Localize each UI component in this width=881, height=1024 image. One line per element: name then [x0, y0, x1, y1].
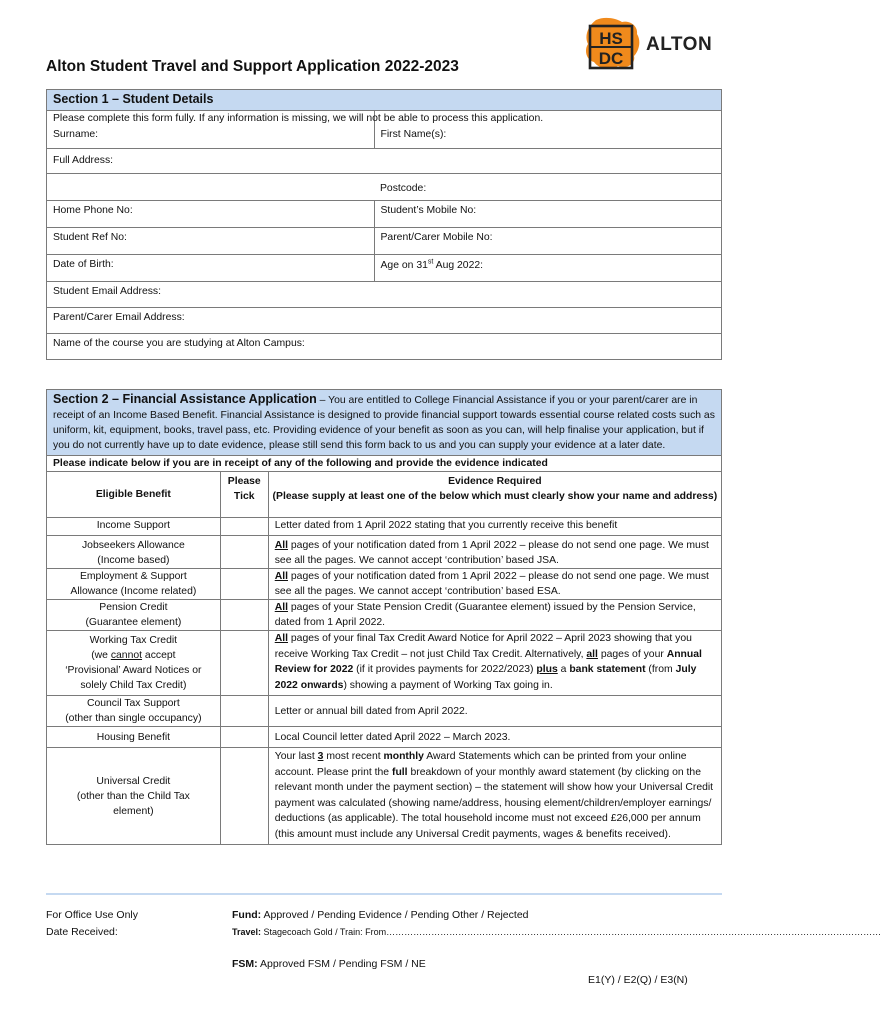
benefit-universal-credit: Universal Credit (other than the Child Tax element) [47, 748, 221, 845]
evidence-universal-credit: Your last 3 most recent monthly Award Statements which can be printed from your online account. Please print the full breakdown of your monthly award statement (by clicking on the relevant month under the payment section) – the statement will show how your Universal Credit payment was calculated (showing name/address, housing element/children/employer earnings/ deductions (as applicable). The total household income must not exceed £26,000 per annum (this amount must include any Universal Credit payments, wages & benefits received). [268, 748, 721, 845]
col-eligible-benefit: Eligible Benefit [47, 472, 221, 518]
logo-hs: HS [599, 29, 623, 48]
evidence-working-tax-credit: All pages of your final Tax Credit Award Notice for April 2022 – April 2023 showing that you receive Working Tax Credit – not just Child Tax Credit. Alternatively, all pages of your Annual Review for 2022 (if it provides payments for 2022/2023) plus a bank statement (from July 2022 onwards) showing a payment of Working Tax going in. [268, 631, 721, 696]
benefit-income-support: Income Support [47, 518, 221, 536]
table-row [47, 600, 722, 631]
surname-label: Surname: [53, 129, 99, 140]
section2-heading: Section 2 – Financial Assistance Application – You are entitled to College Financial Assistance if you or your parent/carer are in receipt of an Income Based Benefit. Financial Assistance is designed to provide financial support towards essential course related costs such as uniform, kit, equipment, books, travel pass, etc. Providing evidence of your benefit as soon as you can, will help finalise your application, but if you do not currently have up to date evidence, please still send this form back to us and you can supply your evidence at a later date. [47, 390, 722, 456]
student-ref-label: Student Ref No: [53, 232, 127, 243]
postcode-field[interactable] [374, 174, 722, 201]
tick-universal-credit[interactable] [220, 748, 268, 845]
full-address-field[interactable] [47, 149, 722, 174]
evidence-jsa: All pages of your notification dated from 1 April 2022 – please do not send one page. We must see all the pages. We cannot accept ‘contribution’ based JSA. [268, 536, 721, 569]
student-mobile-field[interactable] [374, 201, 722, 228]
evidence-esa: All pages of your notification dated from 1 April 2022 – please do not send one page. We must see all the pages. We cannot accept ‘contribution’ based ESA. [268, 569, 721, 600]
office-use-label: For Office Use Only [46, 909, 138, 921]
evidence-housing: Local Council letter dated April 2022 – March 2023. [268, 727, 721, 748]
course-label: Name of the course you are studying at Alton Campus: [53, 338, 305, 349]
table-row [47, 631, 722, 696]
benefit-housing: Housing Benefit [47, 727, 221, 748]
parent-email-label: Parent/Carer Email Address: [53, 312, 185, 323]
page-title: Alton Student Travel and Support Application 2022-2023 [46, 58, 459, 75]
student-email-field[interactable] [47, 282, 722, 308]
age-field[interactable] [374, 255, 722, 282]
benefit-pension-credit: Pension Credit (Guarantee element) [47, 600, 221, 631]
home-phone-field[interactable] [47, 201, 375, 228]
evidence-pension-credit: All pages of your State Pension Credit (Guarantee element) issued by the Pension Service, dated from 1 April 2022. [268, 600, 721, 631]
tick-working-tax-credit[interactable] [220, 631, 268, 696]
postcode-label: Postcode: [380, 183, 427, 194]
parent-mobile-field[interactable] [374, 228, 722, 255]
tick-housing[interactable] [220, 727, 268, 748]
benefit-working-tax-credit: Working Tax Credit (we cannot accept ‘Provisional’ Award Notices or solely Child Tax Credit) [47, 631, 221, 696]
table-row [47, 696, 722, 727]
tick-income-support[interactable] [220, 518, 268, 536]
date-received-label: Date Received: [46, 926, 118, 938]
fund-line: Fund: Approved / Pending Evidence / Pending Other / Rejected [232, 909, 529, 921]
benefit-council-tax: Council Tax Support (other than single occupancy) [47, 696, 221, 727]
table-row [47, 536, 722, 569]
eligibility-code: E1(Y) / E2(Q) / E3(N) [588, 974, 688, 986]
section1-intro: Please complete this form fully. If any information is missing, we will not be able to process this application. [53, 113, 544, 124]
table-row [47, 727, 722, 748]
dob-label: Date of Birth: [53, 259, 114, 270]
first-names-label: First Name(s): [380, 129, 447, 140]
table-row [47, 518, 722, 536]
tick-esa[interactable] [220, 569, 268, 600]
student-mobile-label: Student’s Mobile No: [380, 205, 477, 216]
table-row [47, 748, 722, 845]
full-address-label: Full Address: [53, 155, 114, 166]
section2-instruction: Please indicate below if you are in receipt of any of the following and provide the evidence indicated [47, 456, 722, 472]
parent-email-field[interactable] [47, 308, 722, 334]
section2-intro: – You are entitled to College Financial Assistance if you or your parent/carer are in receipt of an Income Based Benefit. Financial Assistance is designed to provide financial support towards essential course related costs such as uniform, kit, equipment, books, travel pass, etc. Providing evidence of your benefit as soon as you can, will help finalise your application, but if you do not currently have up to date evidence, please still send this form back to us and you can supply your evidence at a later date. [53, 395, 715, 451]
age-label: Age on 31st Aug 2022: [380, 259, 484, 272]
hsdc-logo-icon [582, 16, 644, 72]
hsdc-alton-logo [582, 16, 722, 72]
course-field[interactable] [47, 334, 722, 360]
section2-table [46, 389, 722, 845]
parent-mobile-label: Parent/Carer Mobile No: [380, 232, 493, 243]
benefit-jsa: Jobseekers Allowance (Income based) [47, 536, 221, 569]
benefit-esa: Employment & Support Allowance (Income related) [47, 569, 221, 600]
tick-pension-credit[interactable] [220, 600, 268, 631]
tick-jsa[interactable] [220, 536, 268, 569]
section1-table [46, 89, 722, 360]
section1-heading: Section 1 – Student Details [47, 90, 722, 111]
home-phone-label: Home Phone No: [53, 205, 133, 216]
student-email-label: Student Email Address: [53, 286, 162, 297]
address-line-field[interactable] [47, 174, 375, 201]
fsm-line: FSM: Approved FSM / Pending FSM / NE [232, 958, 426, 970]
evidence-income-support: Letter dated from 1 April 2022 stating that you currently receive this benefit [268, 518, 721, 536]
dob-field[interactable] [47, 255, 375, 282]
logo-name: ALTON [646, 34, 713, 55]
student-ref-field[interactable] [47, 228, 375, 255]
col-please-tick: Please Tick [220, 472, 268, 518]
evidence-council-tax: Letter or annual bill dated from April 2022. [268, 696, 721, 727]
table-row [47, 569, 722, 600]
travel-line: Travel: Stagecoach Gold / Train: From………………………………………………………………………………………………………………………………………………… [232, 927, 881, 937]
tick-council-tax[interactable] [220, 696, 268, 727]
col-evidence-required: Evidence Required (Please supply at least one of the below which must clearly show your name and address) [268, 472, 721, 518]
logo-dc: DC [598, 49, 624, 68]
separator-line [46, 893, 722, 895]
